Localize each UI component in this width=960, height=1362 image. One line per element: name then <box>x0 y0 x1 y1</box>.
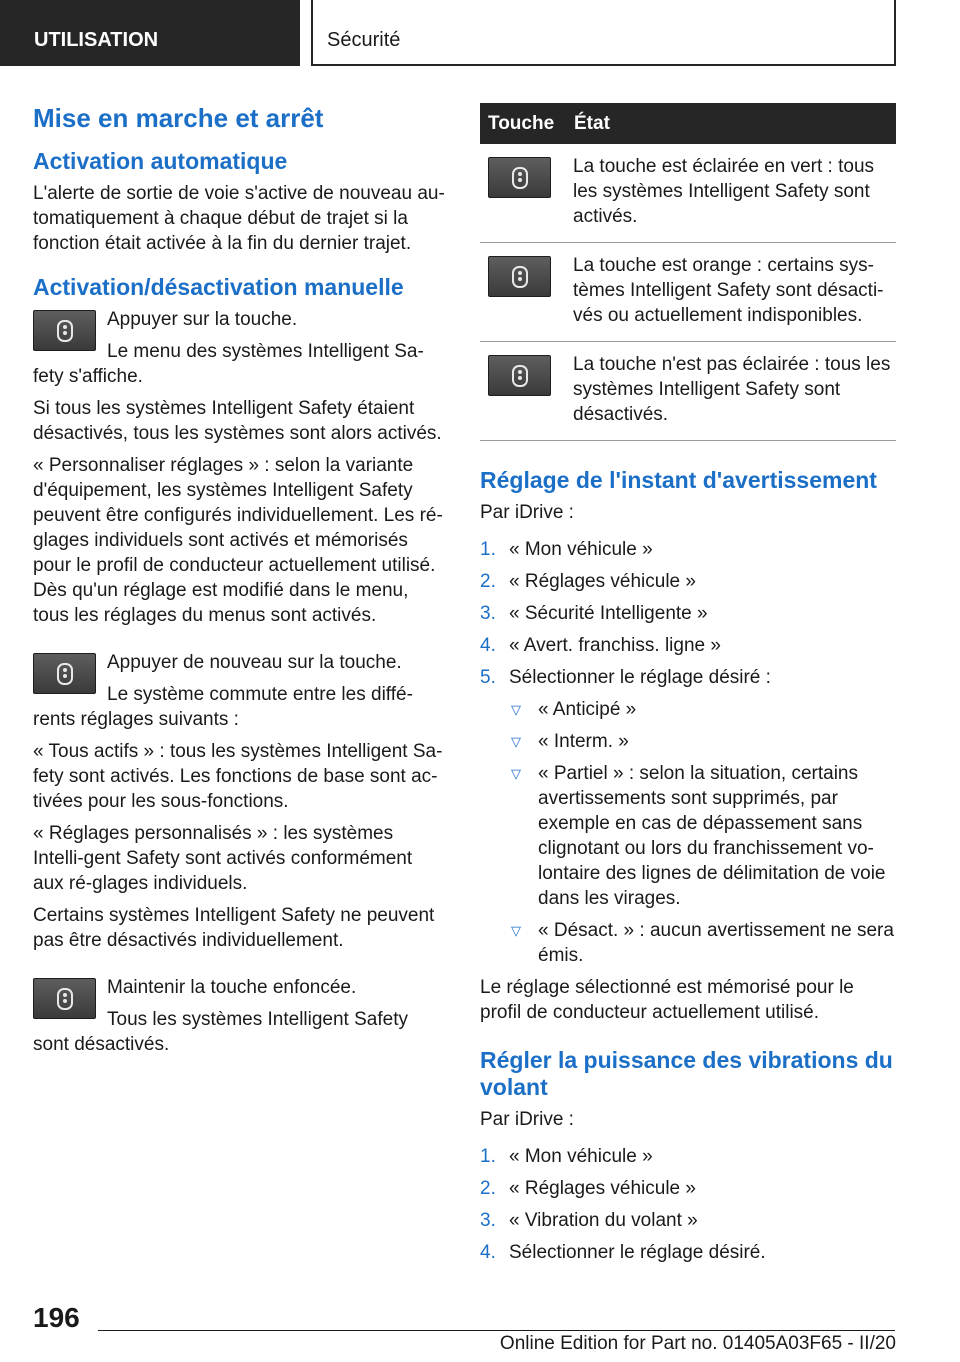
table-row <box>480 144 896 243</box>
manual-activation-heading: Activation/désactivation manuelle <box>33 274 404 300</box>
chapter-label: Sécurité <box>311 0 896 66</box>
list-item: 1. « Mon véhicule » <box>480 539 653 560</box>
vibration-steps <box>480 1144 896 1265</box>
table-row <box>480 243 896 342</box>
safety-symbol-icon <box>512 167 528 189</box>
vibration-heading: Régler la puissance des vibrations du volant <box>480 1047 893 1100</box>
press-again-action: Appuyer de nouveau sur la touche. <box>107 652 402 673</box>
intelligent-safety-button-icon <box>488 355 551 396</box>
warning-note: Le réglage sélectionné est mémorisé pour le profil de conducteur actuellement utilisé. <box>480 977 854 1023</box>
table-cell-state: La touche est orange : certains sys-tèmes Intelligent Safety sont désacti-vés ou actuellement indisponibles. <box>566 243 896 342</box>
triangle-bullet-icon: ▽ <box>511 766 521 781</box>
table-header-touche: Touche <box>480 103 566 144</box>
table-row <box>480 342 896 441</box>
intelligent-safety-button-icon <box>488 256 551 297</box>
list-item: 3. « Sécurité Intelligente » <box>480 603 708 624</box>
list-item: 2. « Réglages véhicule » <box>480 571 696 592</box>
triangle-bullet-icon: ▽ <box>511 702 521 717</box>
section-label: UTILISATION <box>0 0 300 66</box>
page-footer <box>0 1290 960 1362</box>
press-result: Le menu des systèmes Intelligent Sa-fety s'affiche. <box>33 341 424 387</box>
page-header <box>0 0 960 66</box>
list-item: 1. « Mon véhicule » <box>480 1146 653 1167</box>
table-header-row <box>480 103 896 144</box>
triangle-bullet-icon: ▽ <box>511 734 521 749</box>
page-number: 196 <box>33 1302 80 1333</box>
safety-symbol-icon <box>57 988 73 1010</box>
safety-symbol-icon <box>512 266 528 288</box>
auto-activation-heading: Activation automatique <box>33 148 288 174</box>
list-item: ▽ « Anticipé » <box>511 699 637 720</box>
list-item: 2. « Réglages véhicule » <box>480 1178 696 1199</box>
table-header-etat: État <box>566 103 896 144</box>
hold-key-block <box>33 975 446 1064</box>
manual-p2: « Personnaliser réglages » : selon la variante d'équipement, les systèmes Intelligent Safety peuvent être configurés individuellement. Les ré-glages individuels sont activés et mémorisés pour le profil de conducteur actuellement utilisé. Dès qu'un réglage est modifié dans le menu, tous les réglages du menus sont activés. <box>33 455 443 626</box>
safety-symbol-icon <box>57 663 73 685</box>
press-again-block <box>33 650 446 739</box>
intelligent-safety-button-icon <box>33 978 96 1019</box>
warning-options <box>509 697 896 968</box>
list-item: 3. « Vibration du volant » <box>480 1210 698 1231</box>
right-column <box>480 103 896 1272</box>
table-cell-state: La touche n'est pas éclairée : tous les systèmes Intelligent Safety sont désactivés. <box>566 342 896 441</box>
edition-text: Online Edition for Part no. 01405A03F65 - II/20 <box>499 1333 896 1354</box>
list-item: ▽ « Interm. » <box>511 731 629 752</box>
left-column <box>33 100 446 1064</box>
section-title: Mise en marche et arrêt <box>33 103 324 133</box>
warning-timing-heading: Réglage de l'instant d'avertissement <box>480 467 877 493</box>
manual-p1: Si tous les systèmes Intelligent Safety étaient désactivés, tous les systèmes sont alors activés. <box>33 398 442 444</box>
footer-divider <box>98 1330 895 1331</box>
press-again-result: Le système commute entre les diffé-rents réglages suivants : <box>33 684 413 730</box>
manual-p5: Certains systèmes Intelligent Safety ne peuvent pas être désactivés individuellement. <box>33 905 435 951</box>
triangle-bullet-icon: ▽ <box>511 923 521 938</box>
vibration-intro: Par iDrive : <box>480 1109 574 1130</box>
intelligent-safety-button-icon <box>33 653 96 694</box>
list-item: ▽ « Désact. » : aucun avertissement ne sera émis. <box>511 920 894 966</box>
manual-p3: « Tous actifs » : tous les systèmes Intelligent Sa-fety sont activés. Les fonctions de base sont ac-tivées pour les sous-fonctions. <box>33 741 443 812</box>
intelligent-safety-button-icon <box>33 310 96 351</box>
warning-steps <box>480 537 896 690</box>
manual-p4: « Réglages personnalisés » : les systèmes Intelli-gent Safety sont activés conformément aux ré-glages individuels. <box>33 823 413 894</box>
warning-intro: Par iDrive : <box>480 502 574 523</box>
list-item: 4. « Avert. franchiss. ligne » <box>480 635 721 656</box>
list-item: 4. Sélectionner le réglage désiré. <box>480 1242 766 1263</box>
press-key-block <box>33 307 446 396</box>
table-cell-state: La touche est éclairée en vert : tous les systèmes Intelligent Safety sont activés. <box>566 144 896 243</box>
safety-symbol-icon <box>57 320 73 342</box>
auto-activation-text: L'alerte de sortie de voie s'active de nouveau au-tomatiquement à chaque début de trajet si la fonction était activée à la fin du dernier trajet. <box>33 183 445 254</box>
hold-result: Tous les systèmes Intelligent Safety sont désactivés. <box>33 1009 408 1055</box>
list-item: 5. Sélectionner le réglage désiré : <box>480 667 771 688</box>
hold-action: Maintenir la touche enfoncée. <box>107 977 357 998</box>
safety-symbol-icon <box>512 365 528 387</box>
intelligent-safety-button-icon <box>488 157 551 198</box>
list-item: ▽ « Partiel » : selon la situation, certains avertissements sont supprimés, par exemple en cas de dépassement sans clignotant ou lors du franchissement vo-lontaire des lignes de délimitation de voie dans les virages. <box>511 763 886 909</box>
press-action: Appuyer sur la touche. <box>107 309 298 330</box>
button-state-table <box>480 103 896 441</box>
